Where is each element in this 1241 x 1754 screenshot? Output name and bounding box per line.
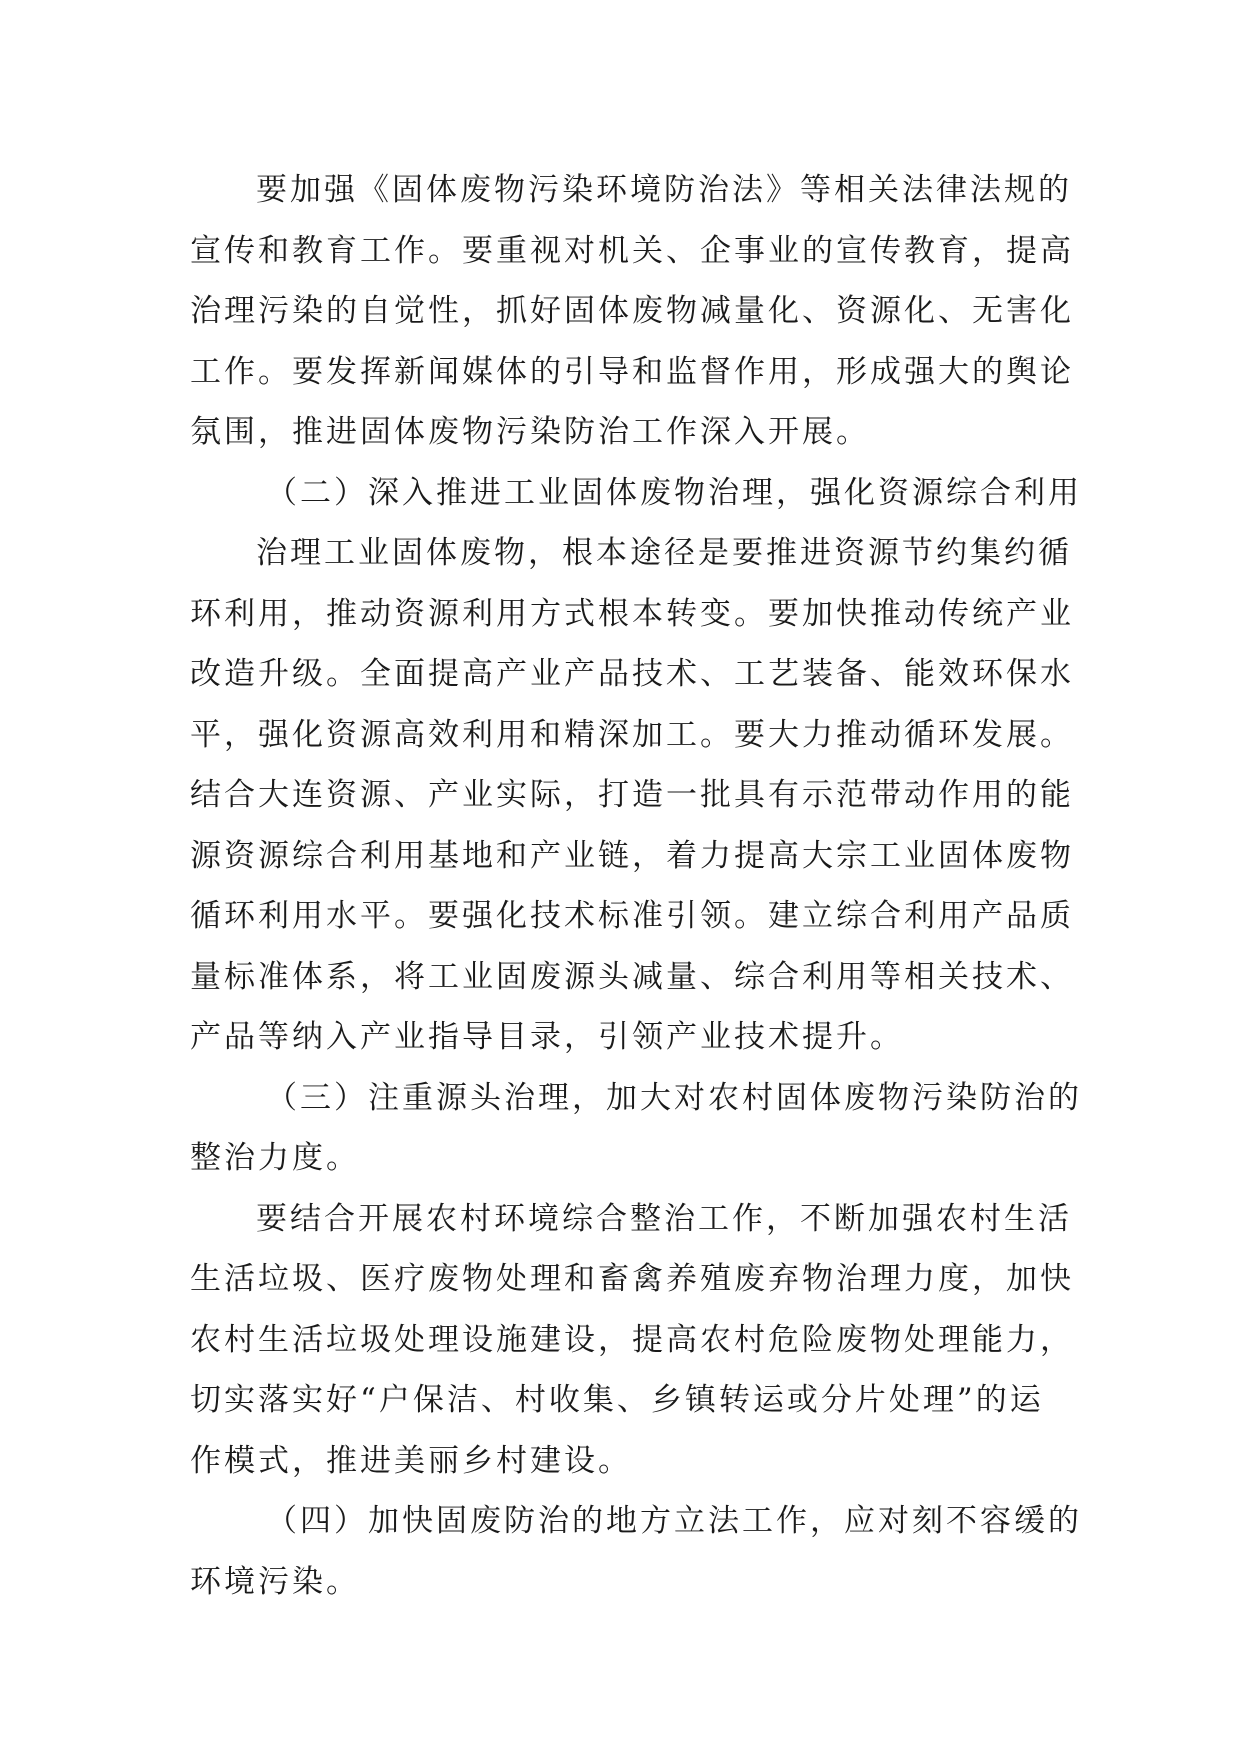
text-line: 切实落实好“户保洁、村收集、乡镇转运或分片处理”的运 (190, 1382, 1044, 1418)
text-line: 改造升级。全面提高产业产品技术、工艺装备、能效环保水 (190, 656, 1074, 692)
text-line: 产品等纳入产业指导目录，引领产业技术提升。 (190, 1019, 904, 1055)
text-line: 生活垃圾、医疗废物处理和畜禽养殖废弃物治理力度，加快 (190, 1261, 1074, 1297)
text-line: 环境污染。 (190, 1563, 360, 1600)
section-heading: （三）注重源头治理，加大对农村固体废物污染防治的 (266, 1079, 1082, 1116)
section-heading: （四）加快固废防治的地方立法工作，应对刻不容缓的 (266, 1503, 1082, 1539)
text-line: 结合大连资源、产业实际，打造一批具有示范带动作用的能 (190, 777, 1074, 813)
text-line: 要加强《固体废物污染环境防治法》等相关法律法规的 (256, 172, 1072, 208)
text-line: 治理污染的自觉性，抓好固体废物减量化、资源化、无害化 (190, 293, 1074, 329)
text-line: 量标准体系，将工业固废源头减量、综合利用等相关技术、 (190, 958, 1074, 995)
document-body (190, 160, 1082, 1612)
text-line: 环利用，推动资源利用方式根本转变。要加快推动传统产业 (190, 595, 1074, 632)
text-line: 源资源综合利用基地和产业链，着力提高大宗工业固体废物 (190, 837, 1074, 874)
text-line: 作模式，推进美丽乡村建设。 (190, 1442, 632, 1479)
text-line: 治理工业固体废物，根本途径是要推进资源节约集约循 (256, 535, 1072, 571)
text-line: 要结合开展农村环境综合整治工作，不断加强农村生活 (256, 1200, 1072, 1237)
text-line: 工作。要发挥新闻媒体的引导和监督作用，形成强大的舆论 (190, 353, 1074, 390)
text-line: 氛围，推进固体废物污染防治工作深入开展。 (190, 414, 870, 450)
text-line: 循环利用水平。要强化技术标准引领。建立综合利用产品质 (190, 898, 1074, 934)
text-line: 农村生活垃圾处理设施建设，提高农村危险废物处理能力， (190, 1321, 1074, 1358)
section-heading: （二）深入推进工业固体废物治理，强化资源综合利用 (266, 474, 1082, 511)
text-line: 整治力度。 (190, 1140, 360, 1176)
text-line: 宣传和教育工作。要重视对机关、企事业的宣传教育，提高 (190, 232, 1074, 269)
text-line: 平，强化资源高效利用和精深加工。要大力推动循环发展。 (190, 716, 1074, 753)
